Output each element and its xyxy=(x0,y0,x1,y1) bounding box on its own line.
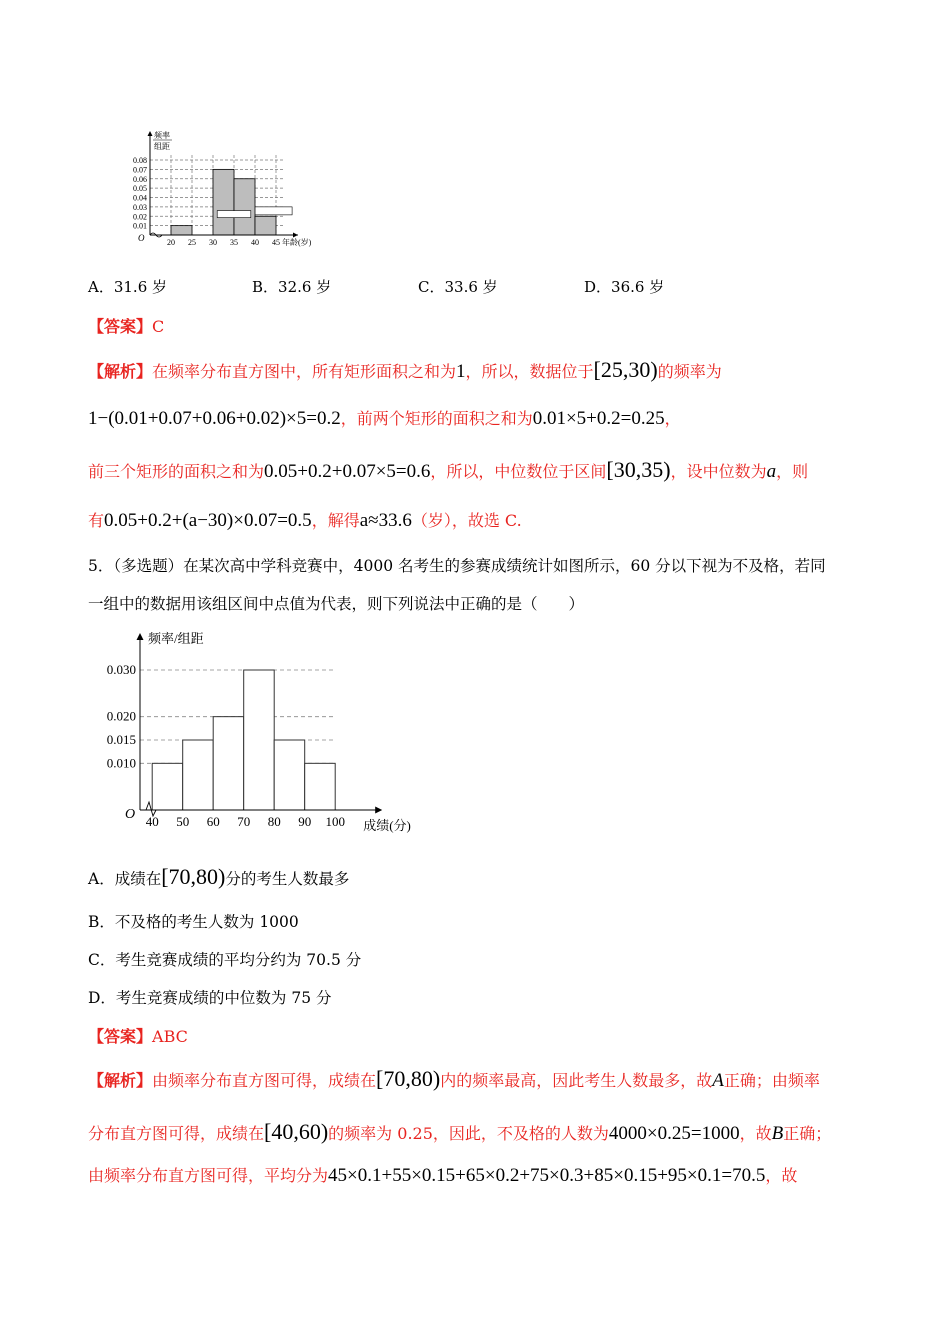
score-histogram xyxy=(95,625,455,840)
y-tick-label: 0.015 xyxy=(106,732,136,747)
analysis-text: 内的频率最高，因此考生人数最多，故 xyxy=(440,1071,713,1090)
math-expr: 0.05+0.2+(a−30)×0.07=0.5 xyxy=(104,510,312,531)
x-tick-label: 25 xyxy=(188,238,196,247)
option-d: D．36.6 岁 xyxy=(584,278,665,296)
q5-answer-line xyxy=(88,1024,188,1047)
analysis-text: ，前两个矩形的面积之和为 xyxy=(340,409,533,428)
math-interval: [70,80) xyxy=(376,1066,441,1091)
age-histogram xyxy=(110,125,320,255)
x-axis-arrow xyxy=(375,807,382,814)
x-tick-label: 20 xyxy=(167,238,175,247)
y-tick-label: 0.030 xyxy=(106,662,136,677)
analysis-text: 正确；由频率 xyxy=(723,1071,820,1090)
q5-analysis-line-1 xyxy=(88,1066,820,1092)
q5-option-d: D．考生竞赛成绩的中位数为 75 分 xyxy=(88,989,332,1007)
y-tick-label: 0.07 xyxy=(133,165,147,175)
histogram-bar xyxy=(171,226,192,235)
histogram-bar xyxy=(244,670,275,810)
q5-stem-line-2: 一组中的数据用该组区间中点值为代表，则下列说法中正确的是（ ） xyxy=(88,595,585,613)
math-expr: 1−(0.01+0.07+0.06+0.02)×5=0.2 xyxy=(88,408,341,429)
analysis-text: ，故 xyxy=(765,1166,798,1185)
analysis-text: 在频率分布直方图中，所有矩形面积之和为 xyxy=(152,362,457,381)
y-label-top: 频率 xyxy=(154,131,170,140)
histogram-bar xyxy=(152,763,183,810)
math-var: B xyxy=(771,1123,784,1144)
histogram-bar xyxy=(183,740,214,810)
x-axis-arrow xyxy=(293,233,298,238)
analysis-line-1 xyxy=(88,357,722,383)
math-interval: [25,30) xyxy=(593,357,658,382)
analysis-text: 由频率分布直方图可得，平均分为 xyxy=(88,1166,329,1185)
missing-bar-placeholder xyxy=(254,207,292,215)
y-label-bottom: 组距 xyxy=(154,142,170,151)
math-interval: [40,60) xyxy=(264,1119,329,1144)
analysis-line-3 xyxy=(88,457,808,483)
x-tick-label: 45 xyxy=(272,238,280,247)
analysis-line-2 xyxy=(88,406,681,430)
q5-stem-line-1: 5．（多选题）在某次高中学科竞赛中，4000 名考生的参赛成绩统计如图所示，60 分以下视为不及格，若同 xyxy=(88,557,826,575)
q5-option-c: C．考生竞赛成绩的平均分约为 70.5 分 xyxy=(88,951,362,969)
histogram-bar xyxy=(274,740,305,810)
y-tick-label: 0.01 xyxy=(133,221,147,231)
answer-line xyxy=(88,314,164,337)
math-interval: [30,35) xyxy=(606,457,671,482)
histogram-bar xyxy=(255,216,276,235)
x-axis-label: 成绩(分) xyxy=(363,818,411,833)
option-text: A．成绩在 xyxy=(88,870,162,888)
math-expr: 0.01×5+0.2=0.25 xyxy=(532,408,665,429)
analysis-tag: 【解析】 xyxy=(88,362,153,381)
math-expr: 4000×0.25=1000 xyxy=(608,1123,740,1144)
math-var: A xyxy=(712,1070,724,1091)
math-expr: 0.05+0.2+0.07×5=0.6 xyxy=(264,461,431,482)
analysis-text: 由频率分布直方图可得，成绩在 xyxy=(152,1071,377,1090)
y-tick-label: 0.06 xyxy=(133,174,147,184)
analysis-text: ，设中位数为 xyxy=(670,462,767,481)
analysis-text: ，解得 xyxy=(311,511,360,530)
x-tick-label: 60 xyxy=(206,814,220,829)
analysis-text: 前三个矩形的面积之和为 xyxy=(88,462,265,481)
y-tick-label: 0.03 xyxy=(133,202,147,212)
x-axis-label: 年龄(岁) xyxy=(282,238,312,247)
y-axis-arrow xyxy=(148,131,153,136)
analysis-line-4 xyxy=(88,508,522,532)
x-tick-label: 35 xyxy=(230,238,238,247)
analysis-text: 正确； xyxy=(783,1124,832,1143)
option-a: A．31.6 岁 xyxy=(88,278,167,296)
option-c: C．33.6 岁 xyxy=(418,278,498,296)
analysis-text: 的频率为 0.25，因此，不及格的人数为 xyxy=(328,1124,609,1143)
x-tick-label: 100 xyxy=(325,814,345,829)
math-expr: 1 xyxy=(456,361,466,382)
x-tick-label: 40 xyxy=(251,238,259,247)
math-var: a xyxy=(766,461,777,482)
q5-analysis-line-2 xyxy=(88,1119,831,1145)
y-tick-label: 0.02 xyxy=(133,212,147,222)
y-tick-label: 0.05 xyxy=(133,184,147,194)
y-tick-label: 0.08 xyxy=(133,156,147,165)
origin-label: O xyxy=(138,233,145,243)
q5-option-b: B．不及格的考生人数为 1000 xyxy=(88,913,299,931)
analysis-text: 的频率为 xyxy=(657,362,722,381)
x-tick-label: 40 xyxy=(145,814,159,829)
analysis-text: ，则 xyxy=(776,462,809,481)
math-interval: [70,80) xyxy=(161,864,226,889)
analysis-text: 分布直方图可得，成绩在 xyxy=(88,1124,265,1143)
x-tick-label: 80 xyxy=(267,814,281,829)
analysis-text: （岁），故选 C. xyxy=(411,511,522,530)
answer-tag: 【答案】 xyxy=(88,1027,153,1046)
answer-value: ABC xyxy=(152,1027,188,1046)
x-tick-label: 30 xyxy=(209,238,217,247)
answer-tag: 【答案】 xyxy=(88,317,153,336)
hidden-value-box xyxy=(217,211,251,218)
math-expr: 45×0.1+55×0.15+65×0.2+75×0.3+85×0.15+95×0.1=70.5 xyxy=(328,1165,766,1186)
histogram-bar xyxy=(234,179,255,235)
answer-value: C xyxy=(152,317,165,336)
histogram-bar xyxy=(213,717,244,810)
x-tick-label: 70 xyxy=(237,814,251,829)
q5-analysis-line-3 xyxy=(88,1163,797,1187)
analysis-text: 有 xyxy=(88,511,105,530)
x-tick-label: 90 xyxy=(298,814,312,829)
y-tick-label: 0.04 xyxy=(133,193,147,203)
y-axis-arrow xyxy=(137,633,144,640)
option-text: 分的考生人数最多 xyxy=(225,870,350,888)
origin-label: O xyxy=(125,807,136,822)
math-expr: a≈33.6 xyxy=(359,510,412,531)
q5-option-a xyxy=(88,864,349,890)
histogram-bar xyxy=(305,763,336,810)
y-axis-label: 频率/组距 xyxy=(148,631,204,646)
y-tick-label: 0.020 xyxy=(106,708,136,724)
x-tick-label: 50 xyxy=(176,814,190,829)
analysis-tag: 【解析】 xyxy=(88,1071,153,1090)
analysis-text: ，所以，数据位于 xyxy=(465,362,594,381)
analysis-text: ，所以，中位数位于区间 xyxy=(430,462,607,481)
y-tick-label: 0.010 xyxy=(106,755,136,771)
analysis-text: ，故 xyxy=(739,1124,772,1143)
option-b: B．32.6 岁 xyxy=(252,278,332,296)
analysis-text: ， xyxy=(664,409,681,428)
histogram-bar xyxy=(213,169,234,235)
